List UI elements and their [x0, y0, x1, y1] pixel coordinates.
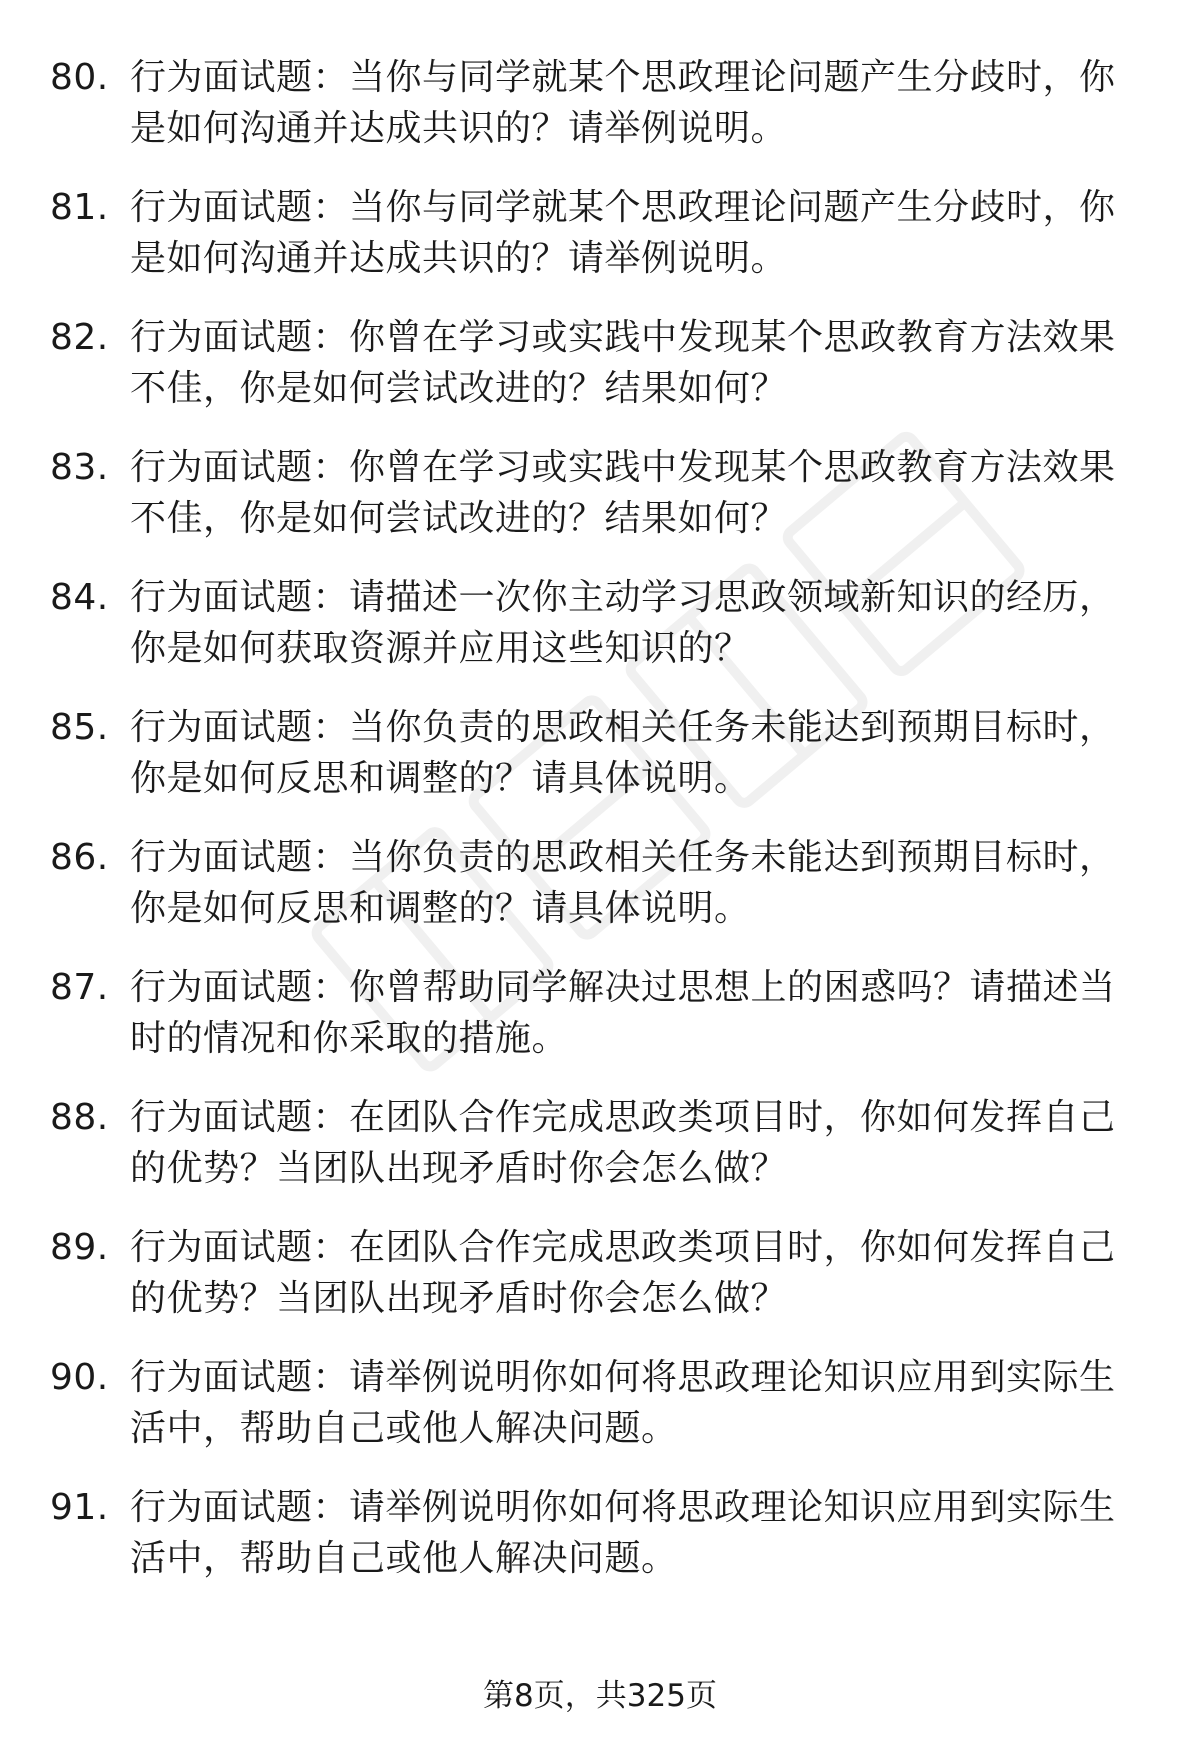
question-list: [50, 52, 1150, 1612]
question-item: [50, 1482, 1150, 1584]
question-number: 91.: [50, 1487, 109, 1528]
question-text: 行为面试题：当你负责的思政相关任务未能达到预期目标时，你是如何反思和调整的？请具体说明。: [130, 707, 1116, 799]
question-item: [50, 1092, 1150, 1194]
question-text: 行为面试题：请举例说明你如何将思政理论知识应用到实际生活中，帮助自己或他人解决问题。: [130, 1357, 1116, 1449]
question-number: 85.: [50, 707, 109, 748]
question-text: 行为面试题：你曾在学习或实践中发现某个思政教育方法效果不佳，你是如何尝试改进的？结果如何？: [130, 447, 1116, 539]
question-number: 90.: [50, 1357, 109, 1398]
question-text: 行为面试题：你曾在学习或实践中发现某个思政教育方法效果不佳，你是如何尝试改进的？结果如何？: [130, 317, 1116, 409]
question-text: 行为面试题：你曾帮助同学解决过思想上的困惑吗？请描述当时的情况和你采取的措施。: [130, 967, 1116, 1059]
question-number: 84.: [50, 577, 109, 618]
page-footer: 第8页，共325页: [483, 1678, 717, 1714]
question-number: 80.: [50, 57, 109, 98]
question-number: 83.: [50, 447, 109, 488]
question-text: 行为面试题：请举例说明你如何将思政理论知识应用到实际生活中，帮助自己或他人解决问题。: [130, 1487, 1116, 1579]
question-item: [50, 1222, 1150, 1324]
question-item: [50, 572, 1150, 674]
question-item: [50, 1352, 1150, 1454]
question-item: [50, 312, 1150, 414]
question-number: 88.: [50, 1097, 109, 1138]
question-text: 行为面试题：当你负责的思政相关任务未能达到预期目标时，你是如何反思和调整的？请具体说明。: [130, 837, 1116, 929]
question-item: [50, 442, 1150, 544]
question-item: [50, 182, 1150, 284]
question-number: 82.: [50, 317, 109, 358]
question-number: 86.: [50, 837, 109, 878]
question-text: 行为面试题：请描述一次你主动学习思政领域新知识的经历，你是如何获取资源并应用这些知识的？: [130, 577, 1116, 669]
question-item: [50, 962, 1150, 1064]
question-text: 行为面试题：在团队合作完成思政类项目时，你如何发挥自己的优势？当团队出现矛盾时你会怎么做？: [130, 1097, 1116, 1189]
question-text: 行为面试题：当你与同学就某个思政理论问题产生分歧时，你是如何沟通并达成共识的？请举例说明。: [130, 57, 1116, 149]
question-item: [50, 52, 1150, 154]
question-number: 87.: [50, 967, 109, 1008]
question-text: 行为面试题：当你与同学就某个思政理论问题产生分歧时，你是如何沟通并达成共识的？请举例说明。: [130, 187, 1116, 279]
question-item: [50, 702, 1150, 804]
question-item: [50, 832, 1150, 934]
question-text: 行为面试题：在团队合作完成思政类项目时，你如何发挥自己的优势？当团队出现矛盾时你会怎么做？: [130, 1227, 1116, 1319]
question-number: 81.: [50, 187, 109, 228]
question-number: 89.: [50, 1227, 109, 1268]
